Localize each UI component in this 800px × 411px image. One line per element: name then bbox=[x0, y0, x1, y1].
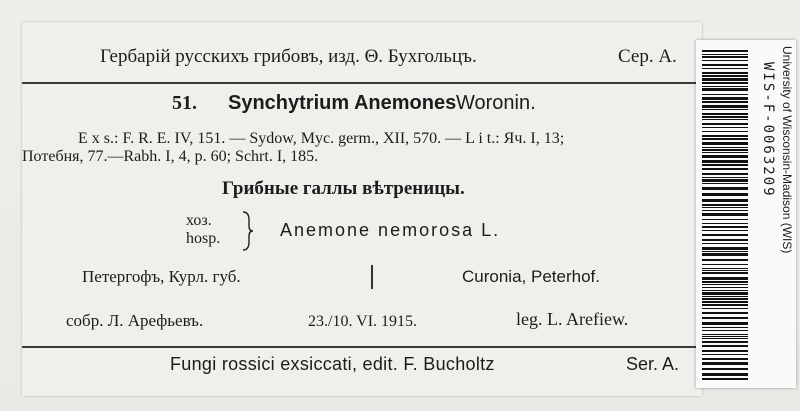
footer-title-lat: Fungi rossici exsiccati, edit. F. Bucholtz bbox=[170, 354, 495, 374]
institution-name: University of Wisconsin-Madison (WIS) bbox=[780, 46, 794, 254]
locality-lat: Curonia, Peterhof. bbox=[462, 267, 600, 286]
collection-date: 23./10. VI. 1915. bbox=[308, 313, 418, 330]
specimen-number: 51. bbox=[172, 92, 197, 114]
locality-ru: Петергофъ, Курл. губ. bbox=[82, 267, 241, 286]
host-label-lat: hosp. bbox=[186, 230, 221, 247]
barcode bbox=[702, 50, 748, 380]
barcode-card bbox=[696, 40, 796, 388]
header-divider bbox=[22, 82, 702, 84]
literature-line: Потебня, 77.—Rabh. I, 4, p. 60; Schrt. I, 185. bbox=[22, 148, 319, 165]
species-author: Woronin. bbox=[456, 92, 536, 114]
common-name-ru: Грибные галлы вѣтреницы. bbox=[222, 178, 465, 199]
species-name: Synchytrium Anemones bbox=[228, 92, 457, 114]
collector-lat: leg. L. Arefiew. bbox=[516, 309, 629, 329]
host-label-ru: хоз. bbox=[186, 212, 212, 229]
collector-ru: собр. Л. Арефьевъ. bbox=[66, 311, 204, 330]
host-name: Anemone nemorosa L. bbox=[280, 220, 501, 240]
footer-divider bbox=[22, 346, 702, 348]
series-label-lat: Ser. A. bbox=[626, 354, 680, 374]
catalog-number: WIS-F-0063209 bbox=[760, 62, 776, 198]
host-brace bbox=[240, 210, 256, 252]
herbarium-label bbox=[22, 22, 702, 396]
header-title-ru: Гербарій русскихъ грибовъ, изд. Θ. Бухгольцъ. bbox=[100, 46, 477, 67]
series-label-ru: Сер. А. bbox=[618, 46, 677, 67]
exsiccata-line: E x s.: F. R. E. IV, 151. — Sydow, Myc. germ., XII, 570. — L i t.: Яч. I, 13; bbox=[78, 130, 565, 147]
locality-separator bbox=[371, 265, 373, 289]
